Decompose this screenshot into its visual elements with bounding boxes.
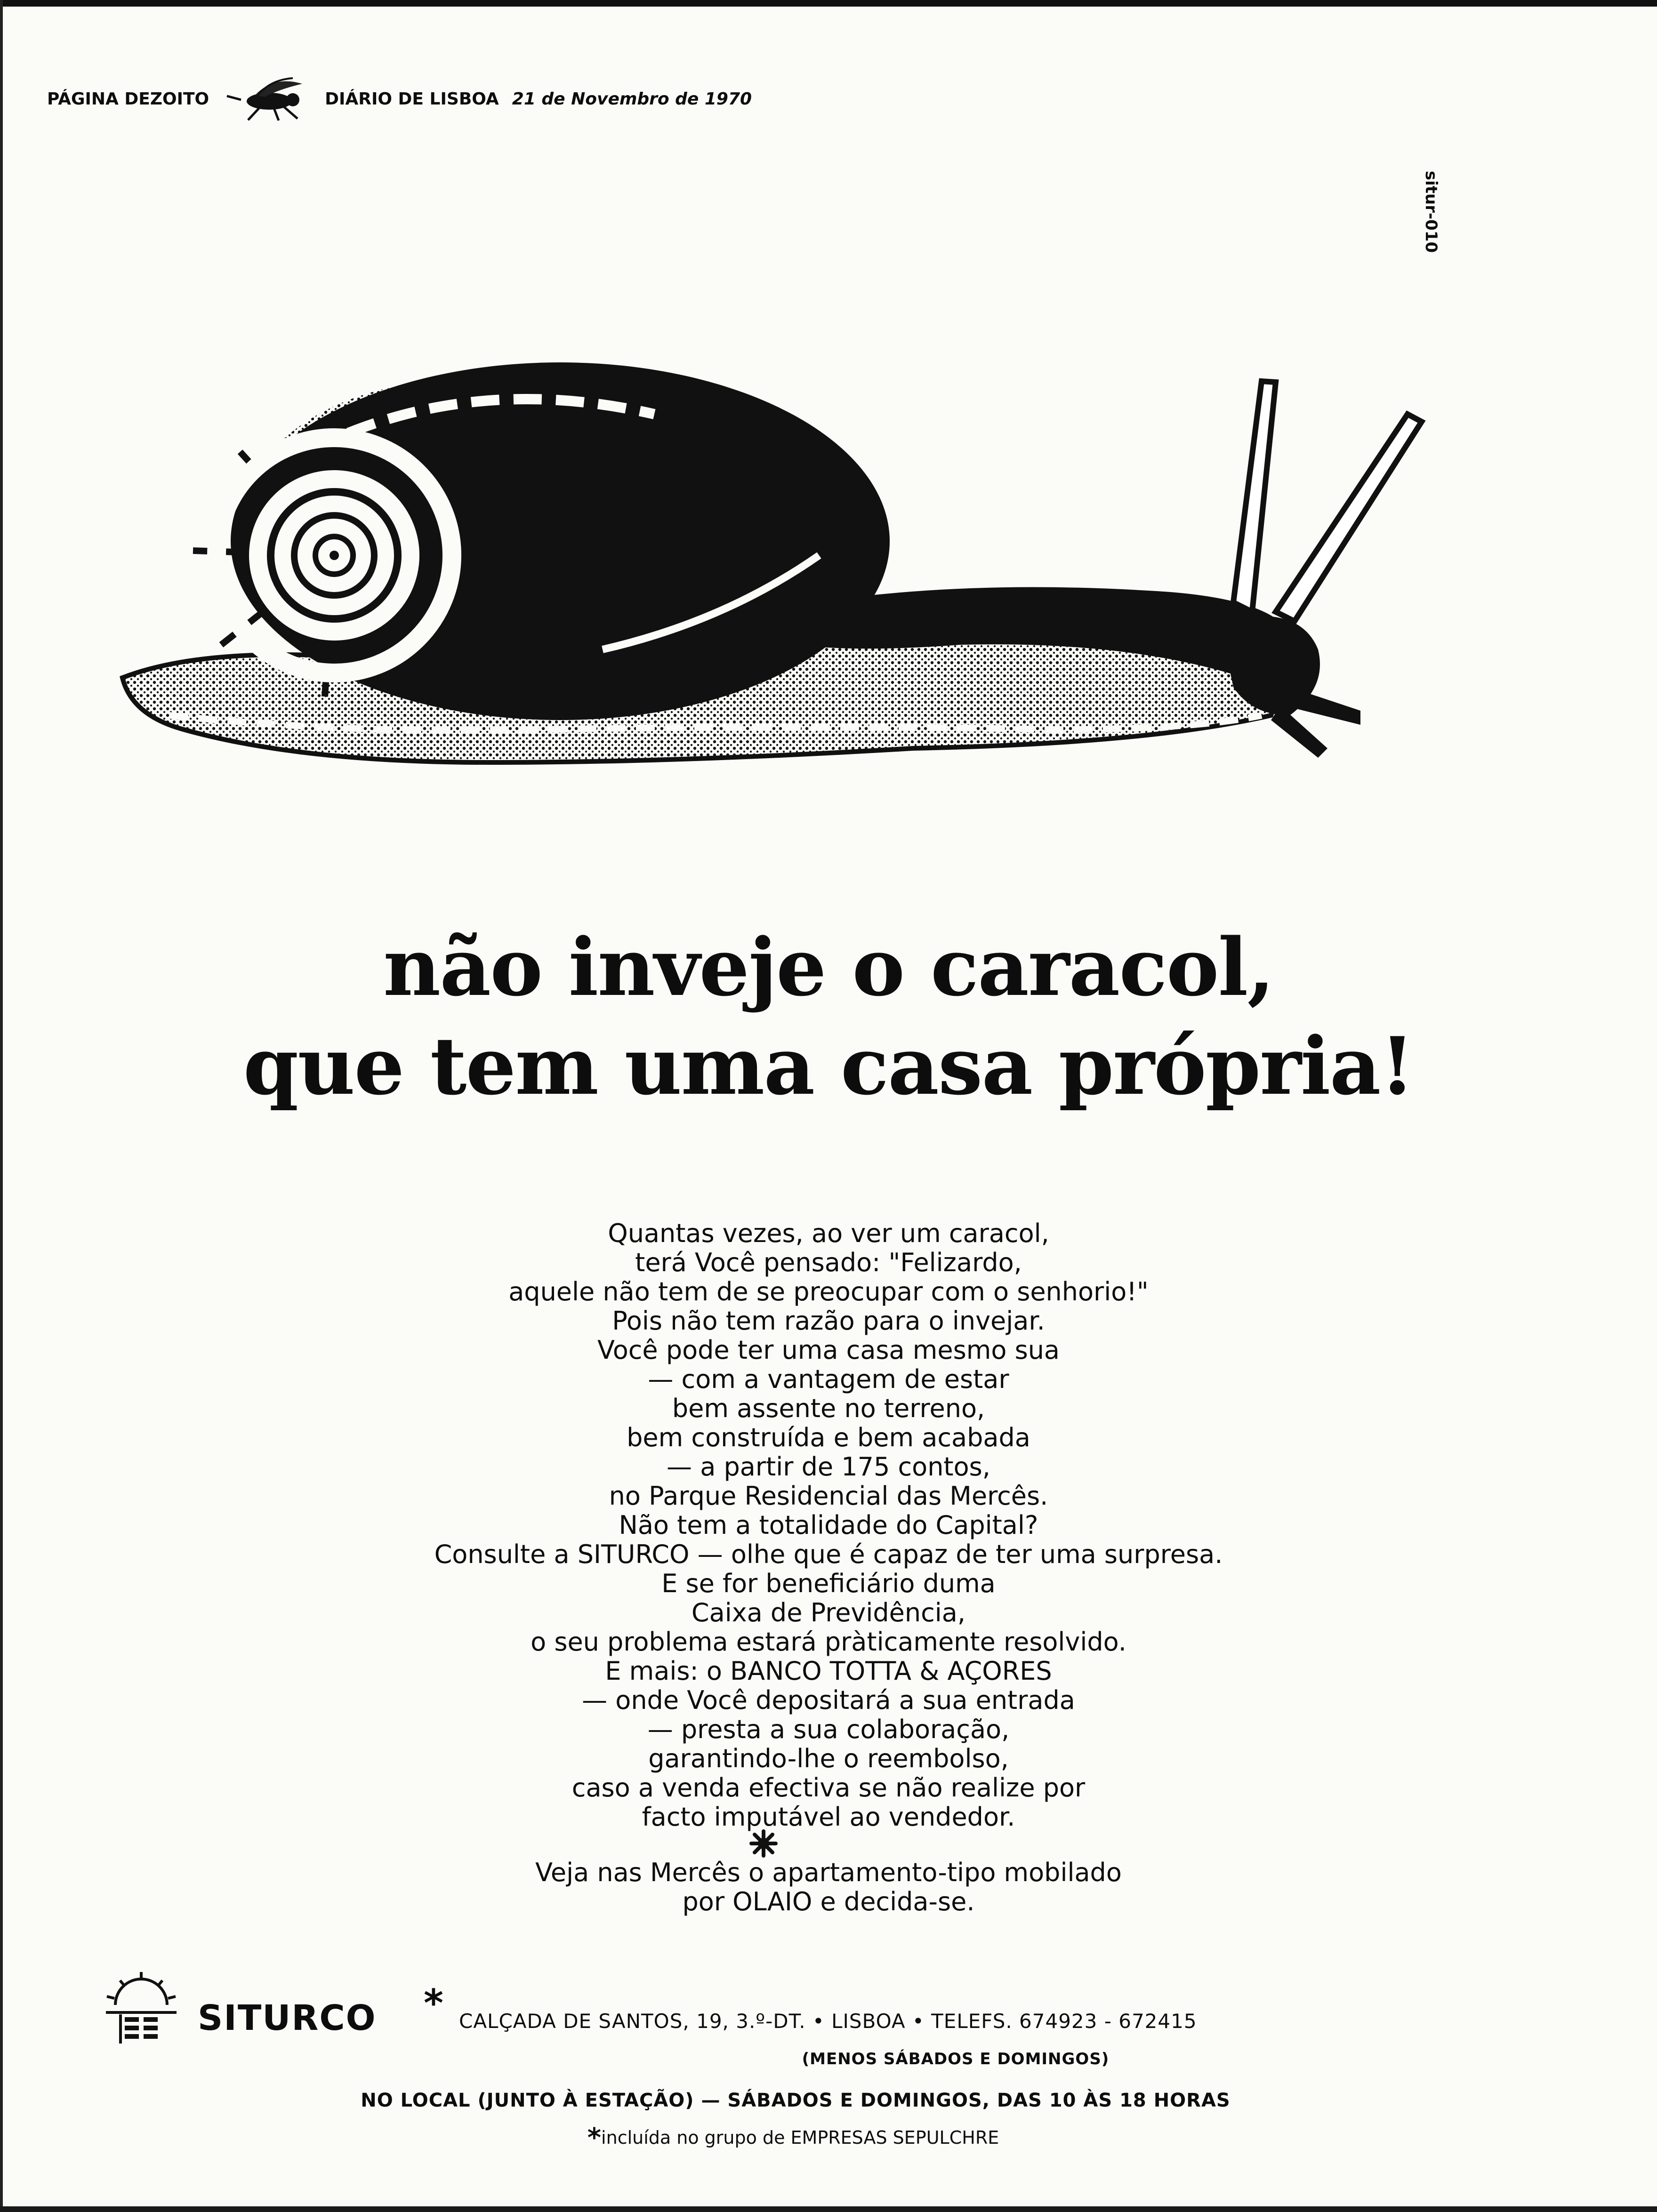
headline xyxy=(0,918,1657,1115)
body-line: o seu problema estará pràticamente resolvido. xyxy=(531,1627,1126,1657)
body-line: — com a vantagem de estar xyxy=(648,1364,1009,1394)
body-line: terá Você pensado: "Felizardo, xyxy=(635,1248,1022,1277)
body-line: Quantas vezes, ao ver um caracol, xyxy=(608,1218,1049,1248)
body-line: garantindo-lhe o reembolso, xyxy=(648,1744,1009,1773)
brand-name: SITURCO xyxy=(198,1998,377,2038)
company-address: CALÇADA DE SANTOS, 19, 3.º-DT. • LISBOA • TELEFS. 674923 - 672415 xyxy=(459,2010,1197,2033)
page-header xyxy=(47,80,752,118)
body-line: caso a venda efectiva se não realize por xyxy=(571,1773,1086,1803)
headline-line-2: que tem uma casa própria! xyxy=(243,1019,1414,1113)
newspaper-name: DIÁRIO DE LISBOA xyxy=(325,89,499,109)
brand-asterisk: * xyxy=(424,1981,443,2025)
group-note-text: incluída no grupo de EMPRESAS SEPULCHRE xyxy=(601,2127,999,2148)
bottom-rule xyxy=(0,2206,1657,2212)
body-line: E se for beneficiário duma xyxy=(661,1569,996,1598)
body-line: Pois não tem razão para o invejar. xyxy=(612,1306,1045,1336)
group-note xyxy=(0,2123,1657,2153)
fly-icon xyxy=(222,75,312,122)
issue-date: 21 de Novembro de 1970 xyxy=(512,89,752,109)
body-line: Consulte a SITURCO — olhe que é capaz de ter uma surpresa. xyxy=(434,1539,1223,1569)
body-line: bem assente no terreno, xyxy=(672,1394,985,1423)
weekend-visit-info: NO LOCAL (JUNTO À ESTAÇÃO) — SÁBADOS E DOMINGOS, DAS 10 ÀS 18 HORAS xyxy=(361,2090,1231,2111)
headline-line-1: não inveje o caracol, xyxy=(383,921,1274,1014)
body-line: Você pode ter uma casa mesmo sua xyxy=(597,1335,1060,1365)
hours-note: (MENOS SÁBADOS E DOMINGOS) xyxy=(802,2050,1110,2068)
top-rule xyxy=(0,0,1657,7)
side-code-text: situr-010 xyxy=(1422,170,1441,253)
body-line: — a partir de 175 contos, xyxy=(667,1452,990,1482)
body-line: Caixa de Previdência, xyxy=(691,1598,966,1627)
body-copy xyxy=(122,1219,1535,1832)
body-line: Não tem a totalidade do Capital? xyxy=(619,1510,1038,1540)
body-line: — onde Você depositará a sua entrada xyxy=(582,1685,1075,1715)
body-line: no Parque Residencial das Mercês. xyxy=(609,1481,1048,1511)
call-to-action xyxy=(122,1858,1535,1916)
siturco-logo-icon xyxy=(101,1967,181,2047)
body-line: E mais: o BANCO TOTTA & AÇORES xyxy=(605,1656,1052,1686)
page-label: PÁGINA DEZOITO xyxy=(47,89,209,109)
star-icon xyxy=(749,1829,778,1858)
side-code xyxy=(1417,155,1445,268)
body-line: — presta a sua colaboração, xyxy=(647,1715,1010,1744)
cta-line: Veja nas Mercês o apartamento-tipo mobilado xyxy=(535,1858,1122,1887)
group-asterisk: * xyxy=(587,2123,602,2153)
body-line: facto imputável ao vendedor. xyxy=(642,1802,1015,1832)
body-line: bem construída e bem acabada xyxy=(627,1423,1030,1452)
cta-line: por OLAIO e decida-se. xyxy=(682,1887,975,1916)
body-line: aquele não tem de se preocupar com o senhorio!" xyxy=(508,1277,1149,1306)
snail-illustration xyxy=(113,358,1440,795)
